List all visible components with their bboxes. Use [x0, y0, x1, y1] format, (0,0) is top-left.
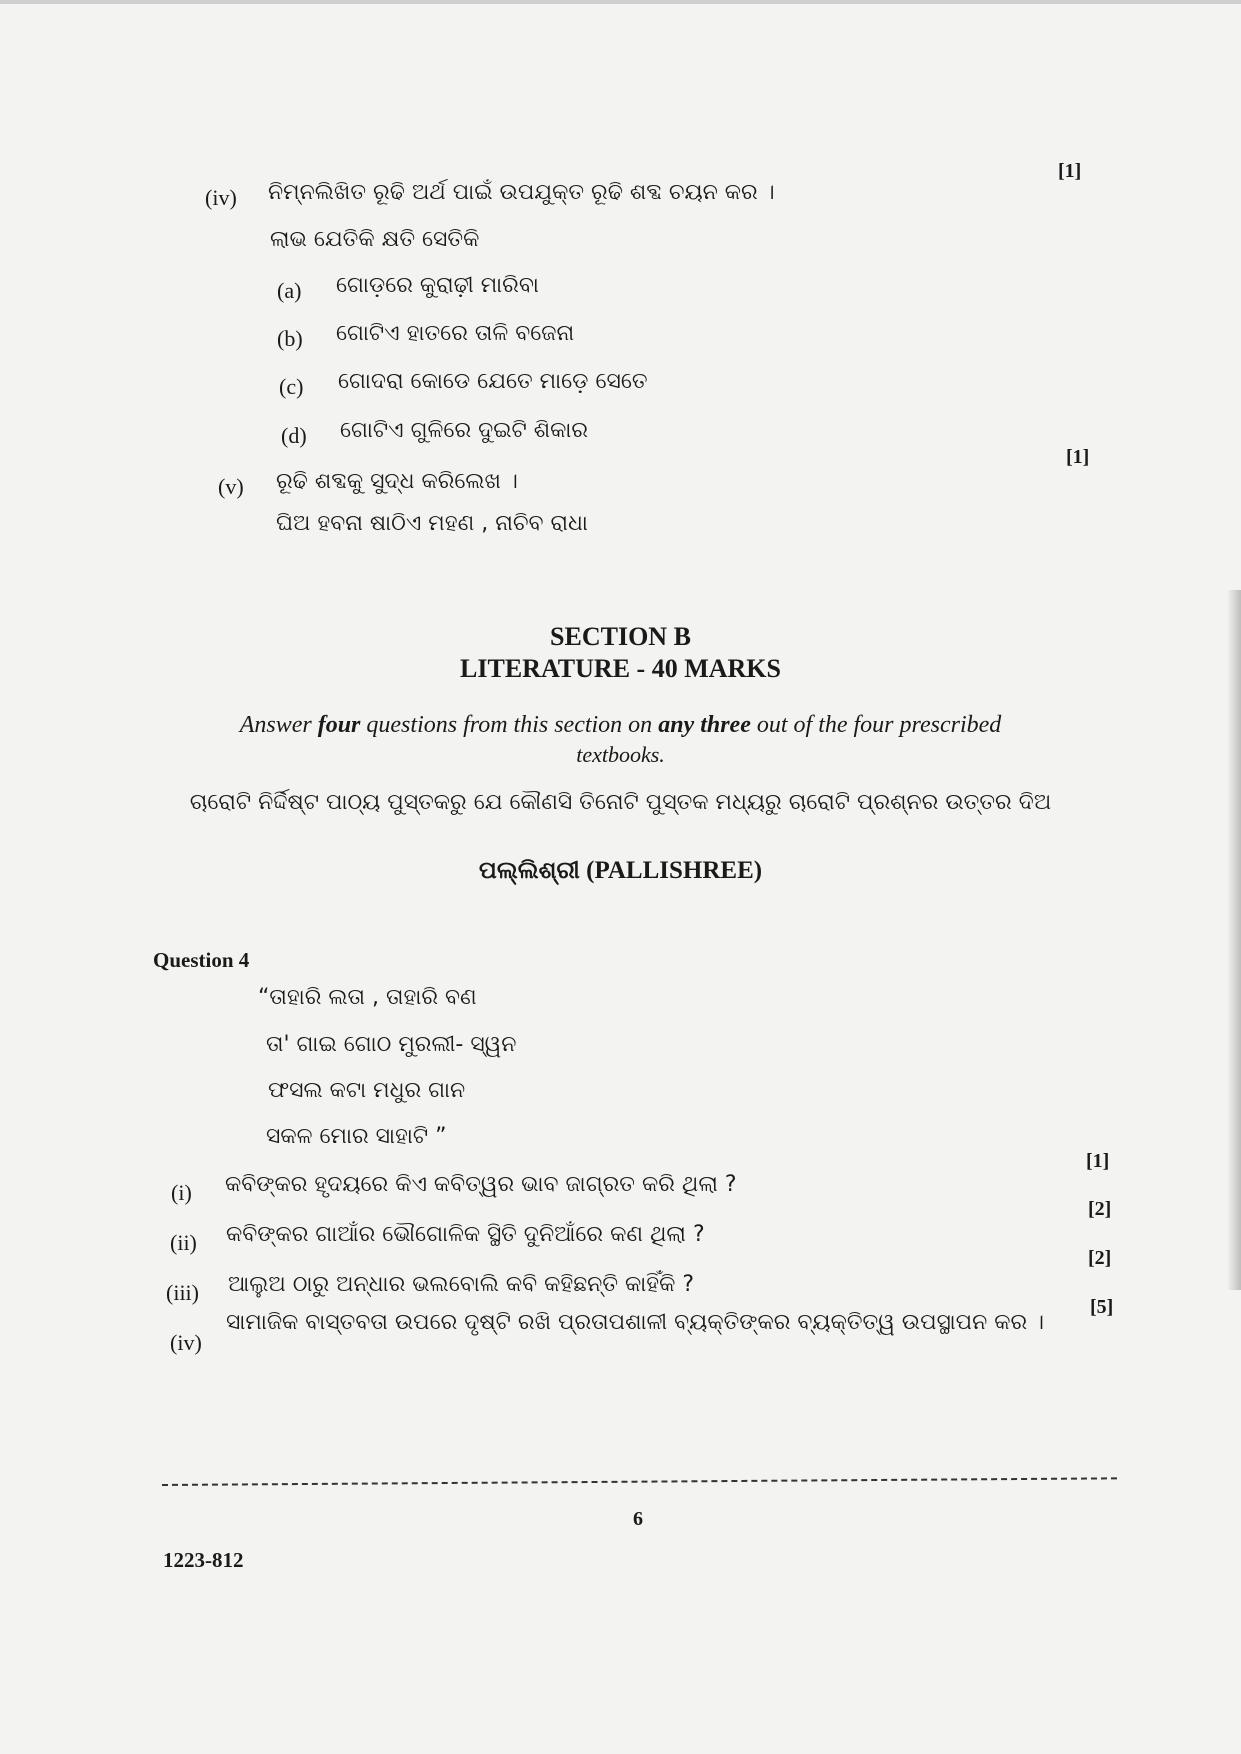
q-iv-number: (iv): [205, 185, 237, 210]
paper-code: 1223-812: [163, 1548, 244, 1572]
q-v-text: ରୂଢି ଶବ୍ଦକୁ ସୁଦ୍ଧ କରିଲେଖ ।: [276, 469, 518, 494]
instruction-part: questions from this section on: [360, 712, 659, 738]
instruction-emphasis: four: [317, 712, 361, 738]
scan-edge-shadow: [1227, 590, 1241, 1290]
question-4-heading: Question 4: [153, 948, 250, 972]
item-number: (iv): [170, 1330, 202, 1355]
item-number: (iii): [166, 1280, 199, 1305]
instruction-emphasis: any three: [658, 712, 751, 738]
poem-line: ତା' ଗାଇ ଗୋଠ ମୁରଲୀ- ସ୍ୱନ: [266, 1032, 517, 1057]
section-instruction-odia: ଚାରୋଟି ନିର୍ଦ୍ଦିଷ୍ଟ ପାଠ୍ୟ ପୁସ୍ତକରୁ ଯେ କୌଣସି ତିନୋଟି ପୁସ୍ତକ ମଧ୍ୟରୁ ଚାରୋଟି ପ୍ରଶ୍ନର ଉତ୍ତର ଦିଅ: [189, 790, 1052, 815]
item-marks: [2]: [1088, 1198, 1112, 1220]
item-marks: [5]: [1090, 1296, 1114, 1318]
section-title: SECTION B: [550, 622, 691, 651]
option-text: ଗୋଡ଼ରେ କୁରାଢ଼ୀ ମାରିବା: [336, 273, 539, 298]
poem-line: ସକଳ ମୋର ସାହାଟି ”: [266, 1124, 447, 1149]
poem-line: “ତାହାରି ଲତା , ତାହାରି ବଣ: [258, 985, 477, 1010]
item-number: (ii): [170, 1230, 197, 1255]
item-text: ସାମାଜିକ ବାସ୍ତବତା ଉପରେ ଦୃଷ୍ଟି ରଖି ପ୍ରତାପଶାଳୀ ବ୍ୟକ୍ତିଙ୍କର ବ୍ୟକ୍ତିତ୍ୱ ଉପସ୍ଥାପନ କର ।: [226, 1310, 1045, 1335]
option-text: ଗୋଦରା କୋଡେ ଯେତେ ମାଡ଼େ ସେତେ: [338, 369, 648, 394]
scan-top-edge: [0, 0, 1241, 4]
textbook-title-odia: ପଲ୍ଲିଶ୍ରୀ: [478, 856, 580, 884]
textbook-title: [0, 855, 1241, 885]
q-v-number: (v): [218, 474, 244, 499]
footer-separator: [162, 1477, 1117, 1486]
q-v-marks: [1]: [1066, 446, 1090, 468]
section-instruction: [0, 712, 1241, 739]
instruction-part: Answer: [239, 712, 318, 738]
option-label: (d): [281, 423, 307, 448]
option-label: (a): [277, 278, 302, 303]
item-text: ଆଲୁଅ ଠାରୁ ଅନ୍ଧାର ଭଲବୋଲି କବି କହିଛନ୍ତି କାହିଁକି ?: [228, 1272, 695, 1297]
poem-line: ଫସଲ କଟା ମଧୁର ଗାନ: [268, 1078, 466, 1103]
q-v-subtext: ଘିଅ ହବନା ଷାଠିଏ ମହଣ , ନାଚିବ ରାଧା: [276, 511, 588, 536]
page-number: 6: [633, 1508, 643, 1530]
option-text: ଗୋଟିଏ ଗୁଳିରେ ଦୁଇଟି ଶିକାର: [340, 418, 589, 443]
q-iv-subtext: ଲାଭ ଯେତିକି କ୍ଷତି ସେତିକି: [270, 227, 480, 252]
q-iv-text: ନିମ୍ନଲିଖିତ ରୂଢି ଅର୍ଥ ପାଇଁ ଉପଯୁକ୍ତ ରୂଢି ଶବ୍ଦ ଚୟନ କର ।: [268, 180, 775, 205]
instruction-part: out of the four prescribed: [750, 712, 1002, 738]
item-text: କବିଙ୍କର ହୃଦୟରେ କିଏ କବିତ୍ୱର ଭାବ ଜାଗ୍ରତ କରି ଥିଲା ?: [225, 1172, 737, 1197]
item-marks: [2]: [1088, 1247, 1112, 1269]
textbook-title-english: (PALLISHREE): [579, 857, 763, 884]
option-text: ଗୋଟିଏ ହାତରେ ତାଳି ବଜେନା: [336, 321, 575, 346]
section-instruction-line2: textbooks.: [576, 742, 665, 767]
q-iv-marks: [1]: [1058, 160, 1082, 182]
section-subtitle: LITERATURE - 40 MARKS: [460, 654, 781, 683]
option-label: (c): [279, 374, 304, 399]
item-number: (i): [171, 1180, 192, 1205]
option-label: (b): [277, 326, 303, 351]
item-text: କବିଙ୍କର ଗାଆଁର ଭୌଗୋଳିକ ସ୍ଥିତି ଦୁନିଆଁରେ କଣ ଥିଲା ?: [226, 1222, 705, 1247]
item-marks: [1]: [1086, 1150, 1110, 1172]
